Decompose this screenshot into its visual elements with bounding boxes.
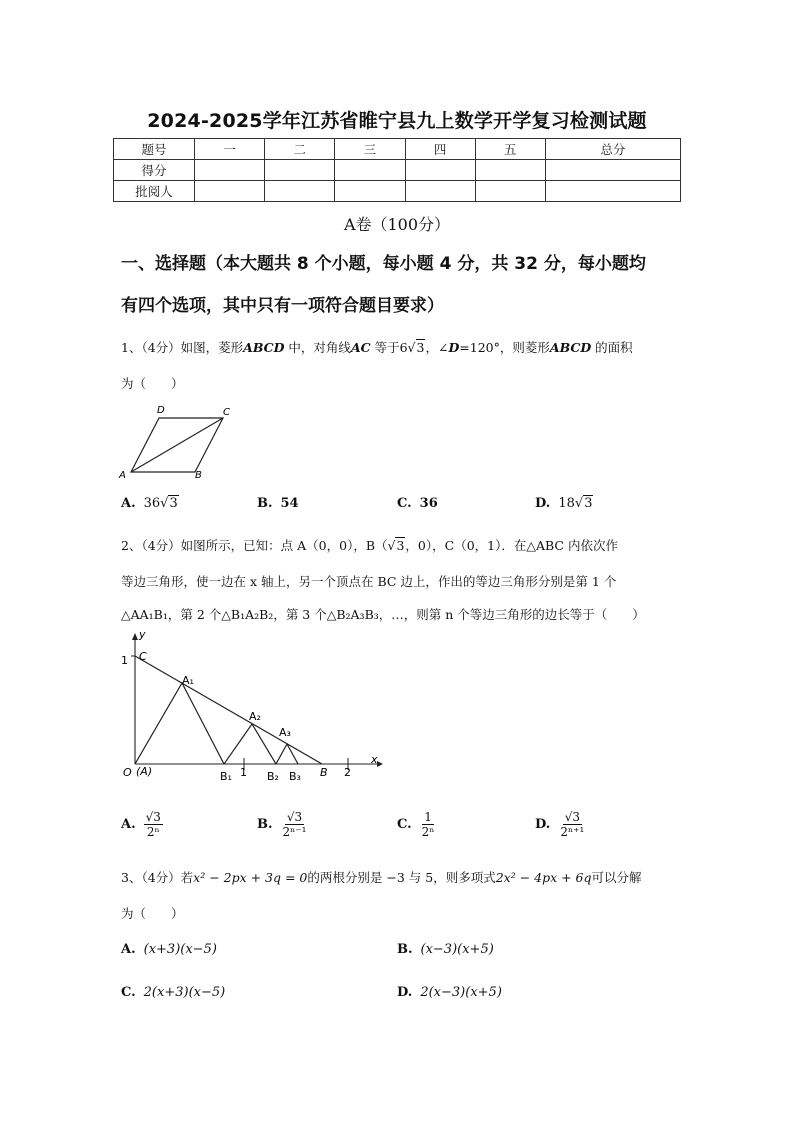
table-cell: 五 (475, 139, 545, 160)
table-cell: 四 (405, 139, 475, 160)
y-axis-label: y (139, 630, 146, 641)
q1-option-d[interactable]: D. 18√3 (535, 496, 593, 511)
q1-option-a[interactable]: A. 36√3 (121, 496, 178, 511)
q1-option-c[interactable]: C. 36 (397, 496, 438, 511)
point-label-b1: B₁ (220, 770, 232, 783)
part1-heading-line1: 一、选择题（本大题共 8 个小题，每小题 4 分，共 32 分，每小题均 (121, 254, 646, 274)
vertex-label-a: A (119, 470, 126, 480)
q3-line1: 3、（4分）若x² − 2px + 3q = 0的两根分别是 −3 与 5，则多项式2x² − 4px + 6q可以分解 (121, 870, 642, 885)
q1-line2: 为（ ） (121, 376, 184, 391)
table-cell: 题号 (114, 139, 195, 160)
origin-a-label: (A) (136, 765, 153, 778)
table-cell: 总分 (545, 139, 680, 160)
table-cell[interactable] (335, 181, 405, 202)
q2-line2: 等边三角形，使一边在 x 轴上，另一个顶点在 BC 边上，作出的等边三角形分别是第 1 个 (121, 574, 617, 589)
x-tick-2: 2 (344, 766, 351, 779)
table-cell[interactable] (405, 181, 475, 202)
table-cell[interactable] (195, 181, 265, 202)
table-cell[interactable] (475, 181, 545, 202)
table-cell[interactable] (405, 160, 475, 181)
q2-option-d[interactable]: D. $\frac{√3}{\text{2ⁿ⁺¹}}$ (535, 810, 585, 839)
table-row (114, 160, 681, 181)
triangle-sequence-figure (115, 630, 385, 790)
q2-option-c[interactable]: C. $\frac{1}{\text{2ⁿ}}$ (397, 810, 435, 839)
q1-line1: 1、（4分）如图，菱形ABCD 中，对角线AC 等于6√3，∠D=120°，则菱形ABCD 的面积 (121, 340, 633, 355)
rhombus-figure (115, 400, 240, 480)
q2-line1: 2、（4分）如图所示，已知：点 A（0，0），B（√3，0），C（0，1）．在△ABC 内依次作 (121, 538, 618, 553)
table-cell[interactable] (475, 160, 545, 181)
page-title: 2024-2025学年江苏省睢宁县九上数学开学复习检测试题 (147, 110, 647, 132)
y-tick-1: 1 (121, 654, 128, 667)
origin-label: O (123, 766, 132, 779)
score-table-header-row (114, 139, 681, 160)
point-label-a1: A₁ (182, 674, 194, 687)
x-tick-1: 1 (240, 766, 247, 779)
table-cell[interactable] (545, 181, 680, 202)
q3-option-d[interactable]: D. 2(x−3)(x+5) (397, 985, 502, 1000)
point-label-b2: B₂ (267, 770, 279, 783)
table-cell[interactable] (265, 160, 335, 181)
q1-option-b[interactable]: B. 54 (257, 496, 299, 511)
q3-line2: 为（ ） (121, 906, 184, 921)
point-label-b: B (320, 766, 328, 779)
q3-option-a[interactable]: A. (x+3)(x−5) (121, 942, 217, 957)
q2-option-b[interactable]: B. $\frac{√3}{\text{2ⁿ⁻¹}}$ (257, 810, 307, 839)
score-table (113, 138, 681, 202)
table-row (114, 181, 681, 202)
table-cell[interactable] (335, 160, 405, 181)
point-label-a2: A₂ (249, 710, 261, 723)
part1-heading-line2: 有四个选项，其中只有一项符合题目要求） (121, 296, 444, 316)
table-cell[interactable] (265, 181, 335, 202)
point-label-b3: B₃ (289, 770, 301, 783)
table-cell: 三 (335, 139, 405, 160)
point-label-c: C (139, 650, 147, 663)
vertex-label-b: B (195, 470, 202, 480)
table-cell[interactable] (545, 160, 680, 181)
q3-option-b[interactable]: B. (x−3)(x+5) (397, 942, 494, 957)
table-cell: 二 (265, 139, 335, 160)
table-cell[interactable] (195, 160, 265, 181)
table-cell: 得分 (114, 160, 195, 181)
section-a-title: A卷（100分） (343, 215, 451, 234)
table-cell: 一 (195, 139, 265, 160)
vertex-label-c: C (223, 407, 230, 418)
table-cell: 批阅人 (114, 181, 195, 202)
point-label-a3: A₃ (279, 726, 291, 739)
sqrt-value: 6√3 (399, 340, 425, 355)
q2-option-a[interactable]: A. $\frac{√3}{\text{2ⁿ}}$ (121, 810, 161, 839)
q3-option-c[interactable]: C. 2(x+3)(x−5) (121, 985, 226, 1000)
q2-line3: △AA₁B₁，第 2 个△B₁A₂B₂，第 3 个△B₂A₃B₃，…，则第 n 个等边三角形的边长等于（ ） (121, 607, 645, 622)
vertex-label-d: D (157, 405, 165, 416)
x-axis-label: x (371, 753, 378, 766)
